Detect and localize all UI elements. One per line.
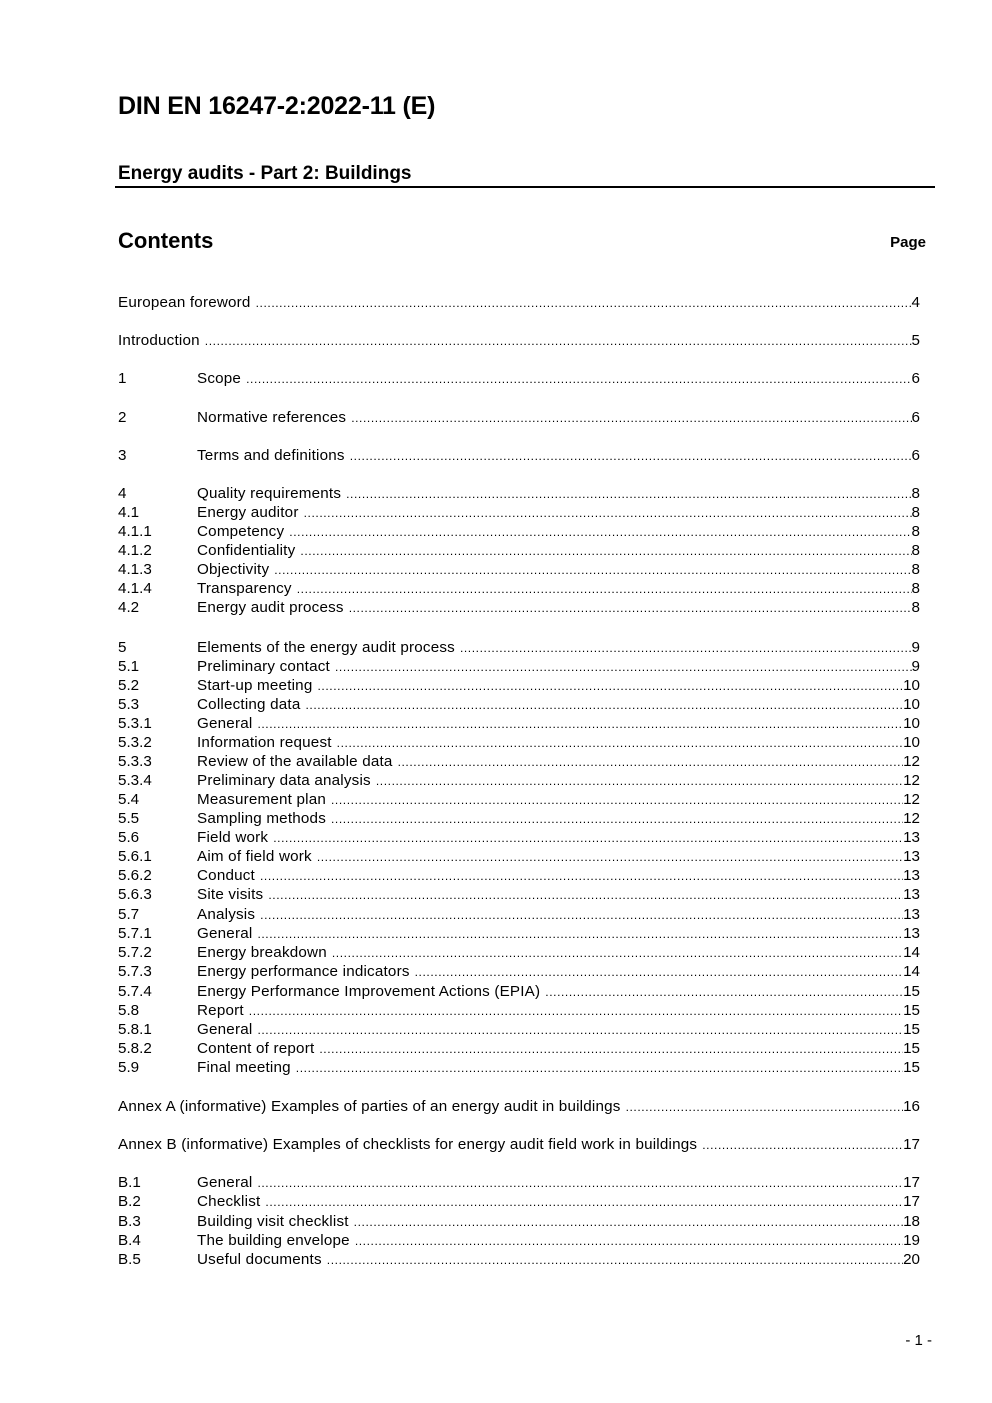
toc-dot-leader [300,542,911,561]
toc-entry[interactable] [118,293,920,312]
toc-entry[interactable] [118,560,920,579]
toc-dot-leader [349,599,912,618]
toc-entry-page: 12 [903,791,920,808]
toc-entry-number: 1 [118,370,127,387]
toc-entry-number: 5 [118,639,127,656]
toc-entry-title: European foreword [118,294,251,311]
toc-entry-title: Review of the available data [197,753,393,770]
toc-entry-title: Quality requirements [197,485,342,502]
toc-entry-title: Checklist [197,1193,261,1210]
toc-entry[interactable] [118,847,920,866]
toc-dot-leader [702,1136,903,1155]
toc-entry-page: 9 [911,639,920,656]
toc-entry[interactable] [118,885,920,904]
toc-entry-page: 8 [911,542,920,559]
toc-entry-page: 13 [903,886,920,903]
toc-entry[interactable] [118,733,920,752]
toc-entry-page: 12 [903,772,920,789]
toc-entry[interactable] [118,771,920,790]
toc-entry-number: 5.6.3 [118,886,152,903]
toc-entry-page: 15 [903,1021,920,1038]
toc-entry-number: B.3 [118,1213,141,1230]
toc-entry[interactable] [118,579,920,598]
toc-entry-title: Objectivity [197,561,270,578]
toc-dot-leader [415,963,903,982]
toc-entry[interactable] [118,695,920,714]
table-of-contents [118,0,920,1403]
toc-entry-page: 4 [911,294,920,311]
toc-dot-leader [337,734,903,753]
toc-entry-page: 10 [903,696,920,713]
toc-entry-number: 3 [118,447,127,464]
toc-entry[interactable] [118,982,920,1001]
toc-dot-leader [346,485,911,504]
toc-entry[interactable] [118,1135,920,1154]
toc-entry[interactable] [118,809,920,828]
toc-entry-number: B.4 [118,1232,141,1249]
toc-dot-leader [545,983,903,1002]
toc-entry-number: 4.1 [118,504,140,521]
toc-entry-title: Site visits [197,886,264,903]
toc-entry[interactable] [118,1001,920,1020]
toc-entry-page: 9 [911,658,920,675]
toc-entry-title: Energy audit process [197,599,344,616]
toc-entry-page: 8 [911,504,920,521]
toc-entry-title: Useful documents [197,1251,322,1268]
toc-dot-leader [246,370,911,389]
toc-entry-number: 5.3 [118,696,140,713]
toc-dot-leader [317,848,903,867]
toc-dot-leader [305,696,903,715]
toc-entry-number: 5.2 [118,677,140,694]
toc-entry[interactable] [118,446,920,465]
toc-entry-number: 2 [118,409,127,426]
toc-entry-page: 10 [903,734,920,751]
toc-entry-number: 5.7.1 [118,925,152,942]
toc-entry-page: 14 [903,944,920,961]
doc-title: Energy audits - Part 2: Buildings [118,163,412,184]
toc-entry-title: Sampling methods [197,810,326,827]
toc-entry-page: 6 [911,409,920,426]
toc-dot-leader [626,1098,904,1117]
toc-entry-page: 15 [903,1040,920,1057]
toc-entry-page: 20 [903,1251,920,1268]
toc-entry-number: B.2 [118,1193,141,1210]
toc-entry[interactable] [118,331,920,350]
toc-dot-leader [351,409,911,428]
toc-entry-title: Aim of field work [197,848,312,865]
toc-entry-page: 13 [903,829,920,846]
toc-entry-number: B.5 [118,1251,141,1268]
toc-dot-leader [319,1040,903,1059]
toc-entry-title: General [197,1174,253,1191]
toc-entry-number: 5.9 [118,1059,140,1076]
toc-dot-leader [273,829,903,848]
toc-entry-number: 5.6 [118,829,140,846]
toc-dot-leader [460,639,912,658]
toc-entry-page: 6 [911,447,920,464]
toc-entry[interactable] [118,484,920,503]
toc-dot-leader [335,658,912,677]
page-column-heading: Page [890,234,926,251]
toc-dot-leader [331,791,903,810]
toc-entry-title: Terms and definitions [197,447,345,464]
toc-entry-title: Content of report [197,1040,315,1057]
toc-entry[interactable] [118,1212,920,1231]
toc-entry-title: Annex B (informative) Examples of checklists for energy audit field work in buildings [118,1136,698,1153]
toc-dot-leader [304,504,912,523]
toc-entry[interactable] [118,790,920,809]
toc-entry-title: Measurement plan [197,791,326,808]
toc-dot-leader [327,1251,903,1270]
toc-entry-page: 18 [903,1213,920,1230]
toc-entry-number: B.1 [118,1174,141,1191]
toc-dot-leader [274,561,911,580]
toc-entry-number: 5.8.1 [118,1021,152,1038]
toc-entry-title: Annex A (informative) Examples of parties of an energy audit in buildings [118,1098,621,1115]
toc-entry[interactable] [118,943,920,962]
toc-entry-page: 17 [903,1193,920,1210]
toc-entry-title: General [197,1021,253,1038]
toc-entry-title: Introduction [118,332,200,349]
toc-entry-title: Preliminary contact [197,658,330,675]
toc-dot-leader [354,1213,903,1232]
toc-entry-page: 13 [903,906,920,923]
toc-entry-number: 5.3.4 [118,772,152,789]
toc-entry-number: 5.6.2 [118,867,152,884]
toc-entry-title: Preliminary data analysis [197,772,371,789]
toc-entry-page: 15 [903,983,920,1000]
toc-entry-title: Normative references [197,409,347,426]
footer-page-number: - 1 - [905,1332,932,1349]
toc-entry[interactable] [118,1250,920,1269]
toc-entry-title: Transparency [197,580,292,597]
toc-entry[interactable] [118,1058,920,1077]
toc-entry-number: 5.6.1 [118,848,152,865]
toc-entry-number: 4 [118,485,127,502]
toc-entry-number: 5.8 [118,1002,140,1019]
toc-dot-leader [297,580,912,599]
toc-dot-leader [317,677,903,696]
toc-entry[interactable] [118,866,920,885]
toc-entry-number: 5.3.1 [118,715,152,732]
contents-heading: Contents [118,228,214,253]
toc-dot-leader [398,753,904,772]
toc-entry-title: Energy auditor [197,504,299,521]
toc-entry[interactable] [118,828,920,847]
toc-dot-leader [256,294,912,313]
toc-entry-page: 13 [903,925,920,942]
toc-dot-leader [289,523,911,542]
toc-entry-title: Report [197,1002,244,1019]
toc-entry-title: Energy breakdown [197,944,327,961]
toc-entry-title: Collecting data [197,696,301,713]
toc-entry-page: 15 [903,1002,920,1019]
toc-dot-leader [257,1174,903,1193]
toc-dot-leader [268,886,903,905]
toc-entry[interactable] [118,657,920,676]
toc-entry[interactable] [118,714,920,733]
toc-entry-number: 5.7.3 [118,963,152,980]
toc-entry-title: Final meeting [197,1059,291,1076]
toc-entry-page: 10 [903,677,920,694]
toc-entry-page: 5 [911,332,920,349]
toc-dot-leader [260,906,903,925]
toc-entry-title: The building envelope [197,1232,350,1249]
toc-dot-leader [350,447,912,466]
toc-entry-page: 17 [903,1136,920,1153]
toc-entry-title: Start-up meeting [197,677,313,694]
toc-entry-title: General [197,715,253,732]
toc-entry[interactable] [118,752,920,771]
toc-dot-leader [260,867,903,886]
toc-entry-number: 5.5 [118,810,140,827]
toc-entry[interactable] [118,924,920,943]
toc-entry[interactable] [118,598,920,617]
toc-dot-leader [257,1021,903,1040]
toc-dot-leader [257,925,903,944]
toc-dot-leader [257,715,903,734]
doc-id: DIN EN 16247-2:2022-11 (E) [118,92,436,120]
toc-entry-page: 16 [903,1098,920,1115]
toc-dot-leader [331,810,903,829]
toc-entry-number: 4.1.3 [118,561,152,578]
toc-entry[interactable] [118,503,920,522]
toc-entry[interactable] [118,1039,920,1058]
toc-entry-title: Energy Performance Improvement Actions (EPIA) [197,983,541,1000]
toc-entry-page: 12 [903,810,920,827]
toc-entry-page: 13 [903,848,920,865]
toc-dot-leader [332,944,903,963]
toc-entry[interactable] [118,1097,920,1116]
toc-entry-page: 12 [903,753,920,770]
toc-dot-leader [249,1002,903,1021]
toc-entry[interactable] [118,905,920,924]
toc-entry[interactable] [118,1020,920,1039]
toc-entry-title: Confidentiality [197,542,296,559]
toc-entry-page: 8 [911,523,920,540]
toc-entry[interactable] [118,676,920,695]
toc-entry-page: 8 [911,580,920,597]
toc-entry[interactable] [118,1231,920,1250]
toc-entry-number: 4.2 [118,599,140,616]
toc-entry-page: 6 [911,370,920,387]
toc-entry-page: 15 [903,1059,920,1076]
toc-entry-number: 5.7.4 [118,983,152,1000]
toc-entry-number: 4.1.4 [118,580,152,597]
toc-entry-page: 10 [903,715,920,732]
toc-entry-page: 17 [903,1174,920,1191]
toc-entry-number: 5.7.2 [118,944,152,961]
toc-entry-title: Information request [197,734,332,751]
toc-entry-page: 14 [903,963,920,980]
toc-entry[interactable] [118,962,920,981]
toc-entry-title: Scope [197,370,242,387]
toc-entry-number: 5.1 [118,658,140,675]
toc-dot-leader [355,1232,903,1251]
toc-entry[interactable] [118,522,920,541]
toc-entry-number: 4.1.2 [118,542,152,559]
toc-entry-title: General [197,925,253,942]
toc-entry-number: 5.3.3 [118,753,152,770]
toc-dot-leader [205,332,912,351]
toc-entry[interactable] [118,638,920,657]
toc-entry-number: 5.4 [118,791,140,808]
toc-entry-page: 8 [911,561,920,578]
toc-entry-title: Conduct [197,867,255,884]
toc-entry-title: Analysis [197,906,256,923]
toc-entry-number: 5.7 [118,906,140,923]
toc-entry-number: 5.8.2 [118,1040,152,1057]
toc-entry-title: Energy performance indicators [197,963,410,980]
toc-entry[interactable] [118,408,920,427]
toc-entry-title: Elements of the energy audit process [197,639,455,656]
toc-entry-number: 5.3.2 [118,734,152,751]
toc-entry[interactable] [118,1173,920,1192]
toc-entry-number: 4.1.1 [118,523,152,540]
toc-entry-title: Competency [197,523,285,540]
toc-entry-title: Building visit checklist [197,1213,349,1230]
toc-entry-page: 8 [911,485,920,502]
toc-dot-leader [376,772,903,791]
toc-entry-page: 13 [903,867,920,884]
toc-entry[interactable] [118,1192,920,1211]
toc-entry-page: 19 [903,1232,920,1249]
toc-entry-page: 8 [911,599,920,616]
toc-entry[interactable] [118,541,920,560]
toc-entry[interactable] [118,369,920,388]
toc-dot-leader [265,1193,903,1212]
toc-dot-leader [296,1059,903,1078]
toc-entry-title: Field work [197,829,269,846]
